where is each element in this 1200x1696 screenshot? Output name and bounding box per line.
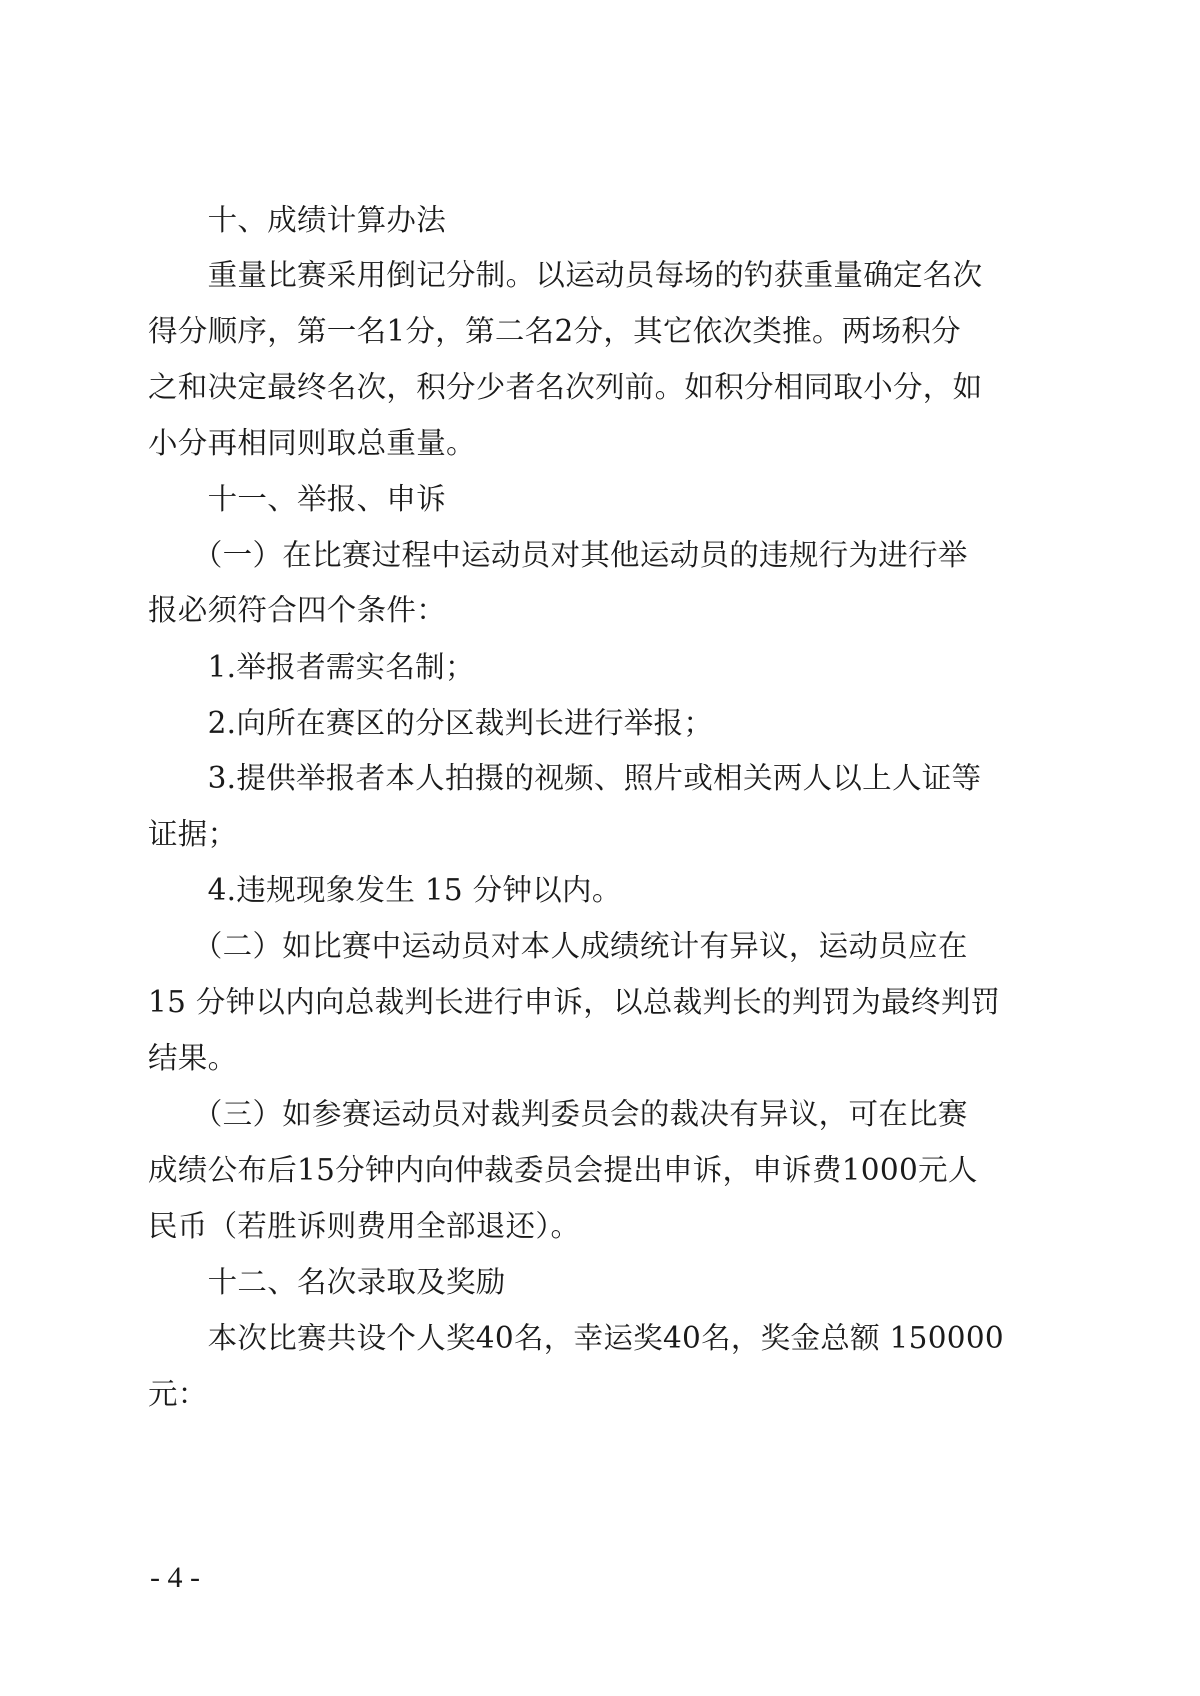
list-item-continuation: 证据； <box>148 817 238 851</box>
list-item: 3.提供举报者本人拍摄的视频、照片或相关两人以上人证等 <box>148 761 982 795</box>
paragraph-line: 元： <box>148 1377 208 1411</box>
paragraph-line: 15 分钟以内向总裁判长进行申诉，以总裁判长的判罚为最终判罚 <box>148 985 1001 1019</box>
heading-section-11: 十一、举报、申诉 <box>148 482 447 516</box>
paragraph-line: 重量比赛采用倒记分制。以运动员每场的钓获重量确定名次 <box>148 258 983 292</box>
paragraph-line: 本次比赛共设个人奖40名，幸运奖40名，奖金总额 150000 <box>148 1321 1004 1355</box>
list-item: 2.向所在赛区的分区裁判长进行举报； <box>148 706 714 740</box>
paragraph-line: 民币（若胜诉则费用全部退还）。 <box>148 1209 581 1243</box>
paragraph-line: 得分顺序，第一名1分，第二名2分，其它依次类推。两场积分 <box>148 314 961 348</box>
paragraph-line: （一）在比赛过程中运动员对其他运动员的违规行为进行举 <box>148 538 968 572</box>
paragraph-line: 成绩公布后15分钟内向仲裁委员会提出申诉，申诉费1000元人 <box>148 1153 978 1187</box>
page-number: - 4 - <box>150 1561 200 1594</box>
paragraph-line: （二）如比赛中运动员对本人成绩统计有异议，运动员应在 <box>148 929 968 963</box>
paragraph-line: 之和决定最终名次，积分少者名次列前。如积分相同取小分，如 <box>148 370 983 404</box>
heading-section-10: 十、成绩计算办法 <box>148 203 447 237</box>
list-item: 1.举报者需实名制； <box>148 650 475 684</box>
paragraph-line: 结果。 <box>148 1041 238 1075</box>
paragraph-line: （三）如参赛运动员对裁判委员会的裁决有异议，可在比赛 <box>148 1097 968 1131</box>
list-item: 4.违规现象发生 15 分钟以内。 <box>148 873 622 907</box>
paragraph-line: 小分再相同则取总重量。 <box>148 426 476 460</box>
paragraph-line: 报必须符合四个条件： <box>148 593 447 627</box>
heading-section-12: 十二、名次录取及奖励 <box>148 1265 506 1299</box>
